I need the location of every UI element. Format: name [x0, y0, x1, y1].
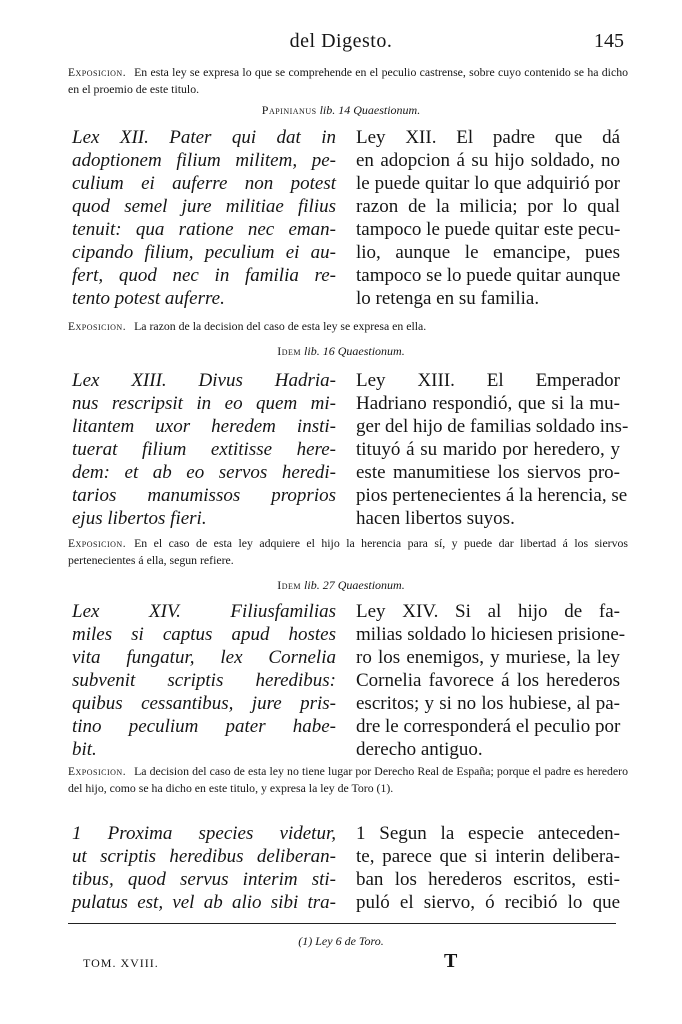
text-line: Ley XIV. Si al hijo de fa- [356, 601, 620, 622]
exposicion-note-3 [68, 535, 628, 568]
text-line: cipando filium, peculium ei au- [72, 242, 336, 263]
running-title: del Digesto. [289, 30, 393, 52]
section-1-spanish [356, 822, 620, 914]
exposicion-text: La decision del caso de esta ley no tiene lugar por Derecho Real de España; porque el padre es heredero del hijo, como se ha dicho en este titulo, y expresa la ley de Toro (1). [68, 764, 628, 795]
text-line: Lex XIII. Divus Hadria- [72, 370, 336, 391]
exposicion-note-2 [68, 318, 628, 335]
text-line: en adopcion á su hijo soldado, no [356, 150, 620, 171]
lex-14-latin [72, 600, 336, 761]
exposicion-label: Exposicion. [68, 538, 127, 550]
volume-signature: TOM. XVIII. [83, 956, 159, 970]
page-number: 145 [594, 30, 624, 52]
text-line: Ley XIII. El Emperador [356, 370, 620, 391]
text-line: tino peculium pater habe- [72, 716, 336, 737]
text-line: subvenit scriptis heredibus: [72, 670, 336, 691]
text-line: lio, aunque le emancipe, pues [356, 242, 620, 263]
source-author: Idem [277, 344, 302, 358]
exposicion-label: Exposicion. [68, 766, 127, 778]
text-line: fert, quod nec in familia re- [72, 265, 336, 286]
text-line: ban los herederos escritos, esti- [356, 869, 620, 890]
text-line: litantem uxor heredem insti- [72, 416, 336, 437]
source-author: Papinianus [261, 103, 317, 117]
text-line: tenuit: qua ratione nec eman- [72, 219, 336, 240]
source-line-1 [0, 103, 682, 118]
exposicion-note-1 [68, 64, 628, 97]
text-line: ro los enemigos, y muriese, la ley [356, 647, 620, 668]
text-line: dre le corresponderá el peculio por [356, 716, 621, 737]
text-line: razon de la milicia; por lo qual [356, 196, 620, 217]
text-line: ejus libertos fieri. [72, 508, 207, 529]
text-line: lo retenga en su familia. [356, 288, 540, 309]
source-reference: lib. 27 Quaestionum. [304, 578, 405, 592]
text-line: te, parece que si interin delibera- [356, 846, 620, 867]
source-author: Idem [277, 578, 302, 592]
text-line: 1 Segun la especie anteceden- [356, 823, 620, 844]
text-line: miles si captus apud hostes [72, 624, 336, 645]
text-line: tento potest auferre. [72, 288, 225, 309]
text-line: Lex XIV. Filiusfamilias [72, 601, 336, 622]
text-line: derecho antiguo. [356, 739, 483, 760]
text-line: ut scriptis heredibus deliberan- [72, 846, 336, 867]
text-line: nus rescripsit in eo quem mi- [72, 393, 336, 414]
text-line: quibus cessantibus, jure pris- [72, 693, 336, 714]
text-line: escritos; y si no los hubiese, al pa- [356, 693, 620, 714]
gathering-signature: T [444, 950, 458, 972]
text-line: pulatus est, vel ab alio sibi tra- [72, 892, 336, 913]
text-line: puló el siervo, ó recibió lo que [356, 892, 620, 913]
text-line: Hadriano respondió, que si la mu- [356, 393, 620, 414]
exposicion-note-4 [68, 763, 628, 796]
text-line: Cornelia favorece á los herederos [356, 670, 620, 691]
text-line: pios pertenecientes á la herencia, se [356, 485, 628, 506]
source-line-3 [0, 578, 682, 593]
text-line: tampoco se lo puede quitar aunque [356, 265, 621, 286]
ley-12-spanish [356, 126, 620, 310]
text-line: tampoco le puede quitar este pecu- [356, 219, 621, 240]
exposicion-text: En el caso de esta ley adquiere el hijo la herencia para sí, y puede dar libertad á los siervos pertenecientes á ella, segun refiere. [68, 536, 628, 567]
text-line: le puede quitar lo que adquirió por [356, 173, 620, 194]
running-head [0, 30, 682, 60]
text-line: adoptionem filium militem, pe- [72, 150, 336, 171]
footnote-text: (1) Ley 6 de Toro. [298, 934, 384, 948]
exposicion-text: En esta ley se expresa lo que se comprehende en el peculio castrense, sobre cuyo contenido se ha dicho en el proemio de este titulo. [68, 65, 628, 96]
text-line: hacen libertos suyos. [356, 508, 515, 529]
exposicion-text: La razon de la decision del caso de esta ley se expresa en ella. [134, 319, 427, 333]
ley-13-spanish [356, 369, 629, 530]
text-line: dem: et ab eo servos heredi- [72, 462, 336, 483]
text-line: Ley XII. El padre que dá [356, 127, 620, 148]
text-line: este manumitiese los siervos pro- [356, 462, 620, 483]
source-reference: lib. 14 Quaestionum. [319, 103, 421, 117]
text-line: quod semel jure militiae filius [72, 196, 336, 217]
text-line: 1 Proxima species videtur, [72, 823, 336, 844]
text-line: tarios manumissos proprios [72, 485, 336, 506]
footnote [0, 934, 682, 949]
lex-13-latin [72, 369, 336, 530]
text-line: tuerat filium extitisse here- [72, 439, 336, 460]
text-line: culium ei auferre non potest [72, 173, 336, 194]
exposicion-label: Exposicion. [68, 67, 127, 79]
text-line: bit. [72, 739, 97, 760]
section-1-latin [72, 822, 336, 914]
lex-12-latin [72, 126, 336, 310]
text-line: vita fungatur, lex Cornelia [72, 647, 336, 668]
text-line: Lex XII. Pater qui dat in [72, 127, 336, 148]
ley-14-spanish [356, 600, 626, 761]
exposicion-label: Exposicion. [68, 321, 127, 333]
text-line: milias soldado lo hiciesen prisione- [356, 624, 626, 645]
source-reference: lib. 16 Quaestionum. [304, 344, 405, 358]
footnote-rule [68, 923, 616, 924]
text-line: ger del hijo de familias soldado ins- [356, 416, 629, 437]
text-line: tibus, quod servus interim sti- [72, 869, 336, 890]
text-line: tituyó á su marido por heredero, y [356, 439, 620, 460]
source-line-2 [0, 344, 682, 359]
